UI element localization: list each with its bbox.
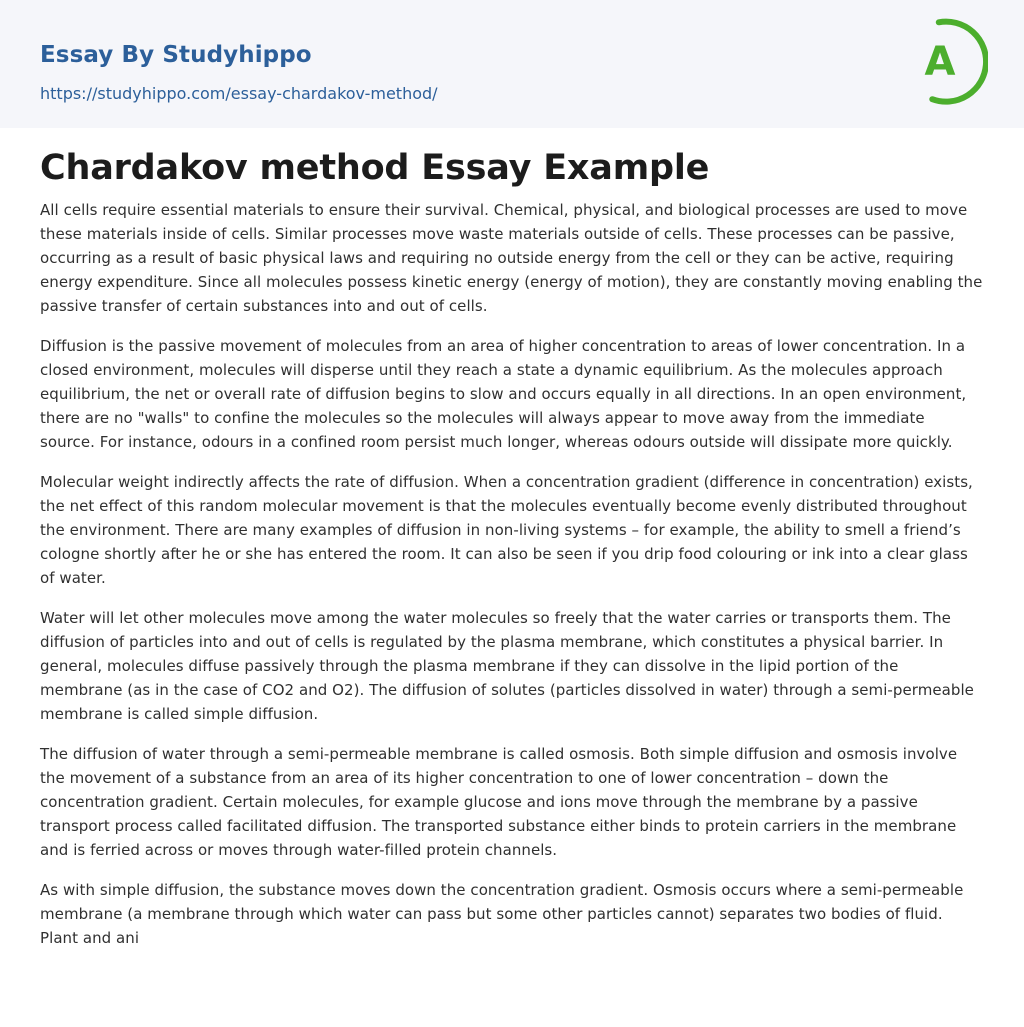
essay-paragraph: Diffusion is the passive movement of molecules from an area of higher concentration to areas of lower concentration. In a closed environment, molecules will disperse until they reach a state a dynamic equilibrium. As the molecules approach equilibrium, the net or overall rate of diffusion begins to slow and occurs equally in all directions. In an open environment, there are no "walls" to confine the molecules so the molecules will always appear to move away from the immediate source. For instance, odours in a confined room persist much longer, whereas odours outside will dissipate more quickly.: [40, 337, 967, 451]
essay-paragraph: Molecular weight indirectly affects the rate of diffusion. When a concentration gradient (difference in concentration) exists, the net effect of this random molecular movement is that the molecules eventually become evenly distributed throughout the environment. There are many examples of diffusion in non-living systems – for example, the ability to smell a friend’s cologne shortly after he or she has entered the room. It can also be seen if you drip food colouring or ink into a clear glass of water.: [40, 473, 973, 587]
logo-letter: A: [924, 39, 956, 85]
essay-paragraph: As with simple diffusion, the substance moves down the concentration gradient. Osmosis occurs where a semi-permeable membrane (a membrane through which water can pass but some other particles cannot) separates two bodies of fluid. Plant and ani: [40, 881, 964, 947]
page-title: Chardakov method Essay Example: [40, 148, 710, 188]
site-brand[interactable]: Essay By Studyhippo: [40, 42, 312, 68]
studyhippo-logo[interactable]: [912, 18, 988, 106]
essay-paragraph: The diffusion of water through a semi-permeable membrane is called osmosis. Both simple diffusion and osmosis involve the movement of a substance from an area of its higher concentration to one of lower concentration – down the concentration gradient. Certain molecules, for example glucose and ions move through the membrane by a passive transport process called facilitated diffusion. The transported substance either binds to protein carriers in the membrane and is ferried across or moves through water-filled protein channels.: [40, 745, 958, 859]
essay-paragraph: All cells require essential materials to ensure their survival. Chemical, physical, and biological processes are used to move these materials inside of cells. Similar processes move waste materials outside of cells. These processes can be passive, occurring as a result of basic physical laws and requiring no outside energy from the cell or they can be active, requiring energy expenditure. Since all molecules possess kinetic energy (energy of motion), they are constantly moving enabling the passive transfer of certain substances into and out of cells.: [40, 201, 983, 315]
essay-article: [40, 144, 984, 966]
essay-paragraph: Water will let other molecules move among the water molecules so freely that the water carries or transports them. The diffusion of particles into and out of cells is regulated by the plasma membrane, which constitutes a physical barrier. In general, molecules diffuse passively through the plasma membrane if they can dissolve in the lipid portion of the membrane (as in the case of CO2 and O2). The diffusion of solutes (particles dissolved in water) through a semi-permeable membrane is called simple diffusion.: [40, 609, 974, 723]
site-header: [0, 0, 1024, 128]
essay-url-link[interactable]: https://studyhippo.com/essay-chardakov-method/: [40, 84, 438, 103]
